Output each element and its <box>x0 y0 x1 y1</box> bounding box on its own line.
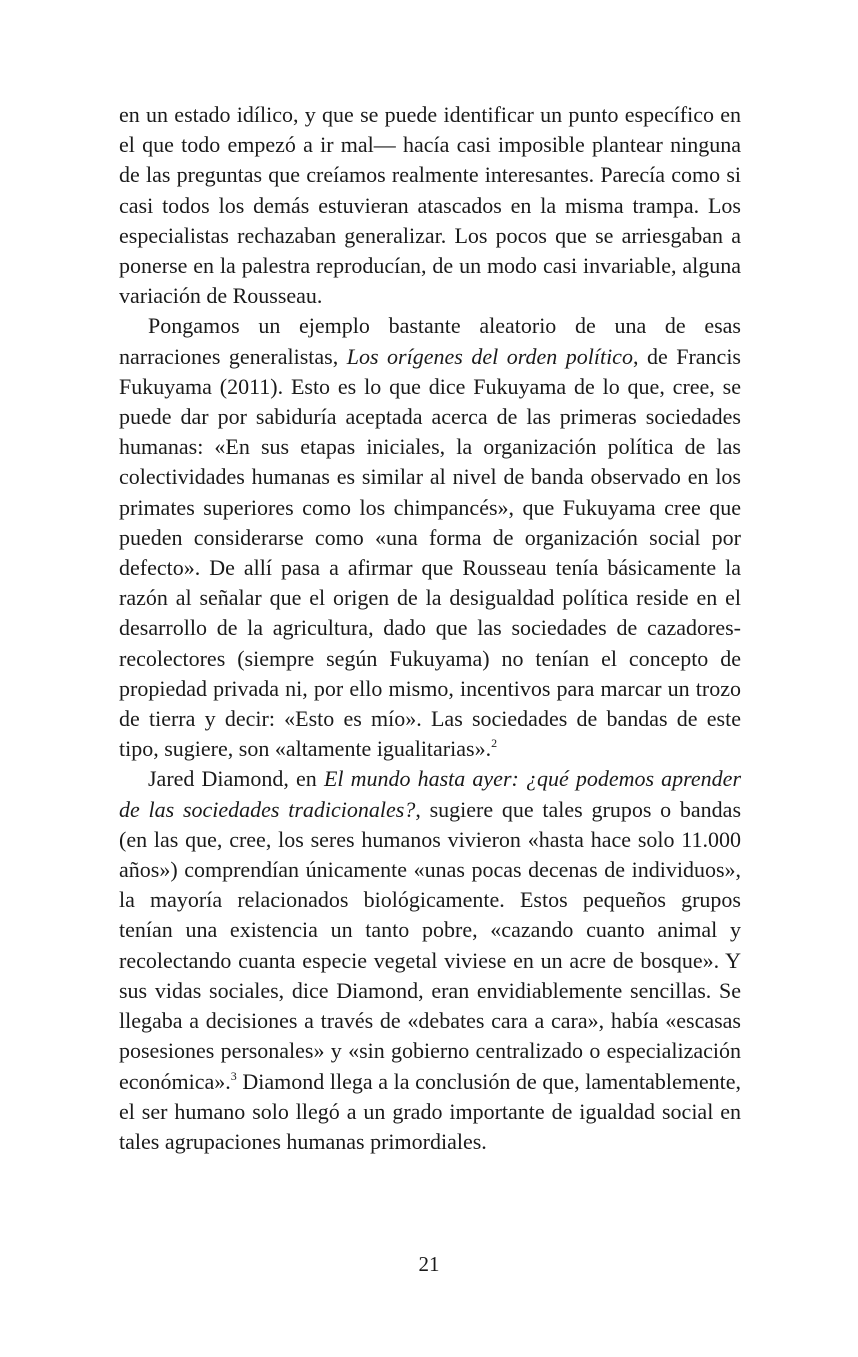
text-run: Pongamos un ejemplo bastante aleatorio de una de esas narraciones generalistas, <box>119 313 741 369</box>
paragraph <box>119 100 741 311</box>
text-run: Diamond llega a la conclusión de que, lamentablemente, el ser humano solo llegó a un grado importante de igualdad social en tales agrupaciones humanas primordiales. <box>119 1068 741 1154</box>
page-number: 21 <box>418 1252 440 1276</box>
paragraph <box>119 764 741 1157</box>
text-run: , sugiere que tales grupos o bandas (en las que, cree, los seres humanos vivieron «hasta hace solo 11.000 años») comprendían únicamente «unas pocas decenas de individuos», la mayoría relacionados biológicamente. Estos pequeños grupos tenían una existencia un tanto pobre, «cazando cuanto animal y recolectando cuanta especie vegetal viviese en un acre de bosque». Y sus vidas sociales, dice Diamond, eran envidiablemente sencillas. Se llegaba a decisiones a través de «debates cara a cara», había «escasas posesiones personales» y «sin gobierno centralizado o especialización económica». <box>119 796 741 1094</box>
footnote-reference: 3 <box>230 1068 237 1083</box>
footnote-reference: 2 <box>491 736 498 751</box>
book-title: Los orígenes del orden político <box>346 343 633 369</box>
text-run: Jared Diamond, en <box>148 766 324 792</box>
text-run: en un estado idílico, y que se puede identificar un punto específico en el que todo empezó a ir mal— hacía casi imposible plantear ninguna de las preguntas que creíamos realmente interesantes. Parecía como si casi todos los demás estuvieran atascados en la misma trampa. Los especialistas rechazaban generalizar. Los pocos que se arriesgaban a ponerse en la palestra reproducían, de un modo casi invariable, alguna variación de Rousseau. <box>119 102 741 309</box>
paragraph <box>119 311 741 764</box>
text-run: , de Francis Fukuyama (2011). Esto es lo que dice Fukuyama de lo que, cree, se puede dar por sabiduría aceptada acerca de las primeras sociedades humanas: «En sus etapas iniciales, la organización política de las colectividades humanas es similar al nivel de banda observado en los primates superiores como los chimpancés», que Fukuyama cree que pueden considerarse como «una forma de organización social por defecto». De allí pasa a afirmar que Rousseau tenía básicamente la razón al señalar que el origen de la desigualdad política reside en el desarrollo de la agricultura, dado que las sociedades de cazadores-recolectores (siempre según Fukuyama) no tenían el concepto de propiedad privada ni, por ello mismo, incentivos para marcar un trozo de tierra y decir: «Esto es mío». Las sociedades de bandas de este tipo, sugiere, son «altamente igualitarias». <box>119 343 741 762</box>
book-title: El mundo hasta ayer: ¿qué podemos aprender de las sociedades tradicionales? <box>119 766 742 822</box>
body-text <box>119 100 741 1157</box>
